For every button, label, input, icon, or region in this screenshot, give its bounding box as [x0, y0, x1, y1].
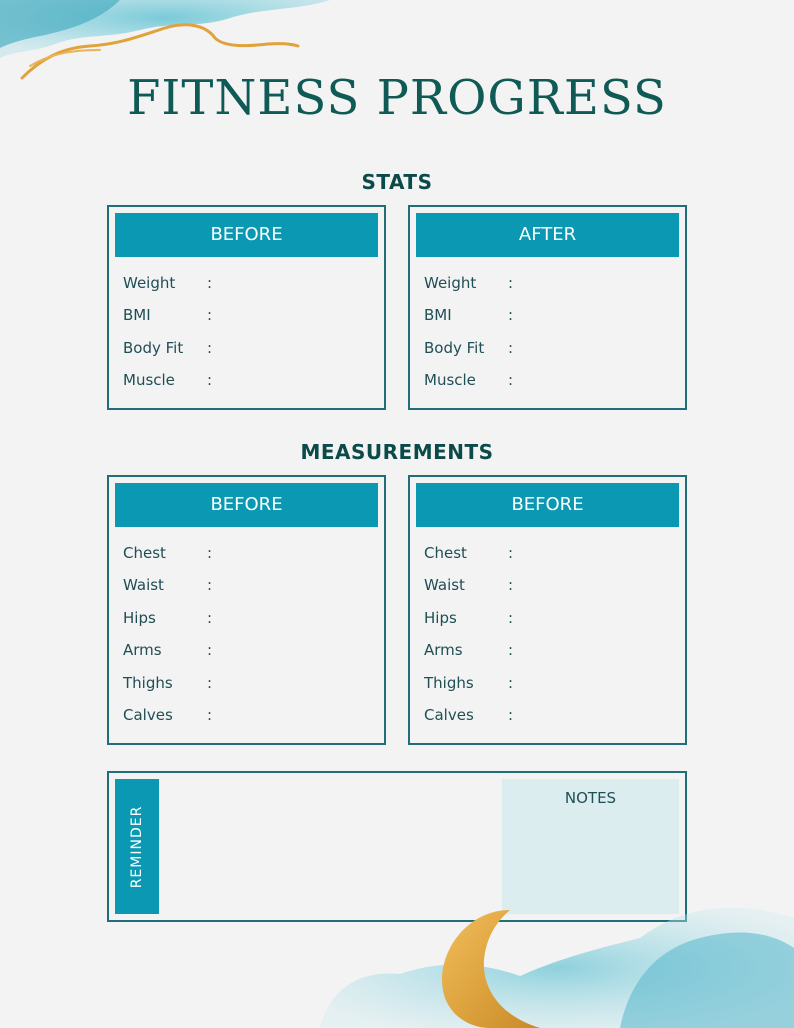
stat-row	[424, 267, 675, 299]
measurement-label: Thighs	[123, 673, 173, 692]
measurement-row	[123, 634, 374, 666]
reminder-box	[107, 771, 687, 922]
measurement-row	[123, 699, 374, 731]
separator: :	[508, 371, 514, 390]
separator: :	[508, 705, 514, 724]
stat-row	[123, 364, 374, 396]
separator: :	[207, 576, 213, 595]
page-title: FITNESS PROGRESS	[127, 70, 667, 126]
separator: :	[207, 338, 213, 357]
stats-before-box	[107, 205, 386, 410]
measurement-row	[123, 602, 374, 634]
measurement-label: Chest	[424, 544, 467, 562]
stat-row	[424, 299, 675, 331]
stat-label: Weight	[424, 274, 477, 292]
stats-after-box	[408, 205, 687, 410]
stat-label: Body Fit	[424, 338, 485, 357]
stat-label: Muscle	[123, 371, 175, 390]
separator: :	[508, 544, 514, 562]
stat-label: Body Fit	[123, 338, 184, 357]
separator: :	[207, 544, 213, 562]
stat-row	[123, 332, 374, 364]
stat-row	[123, 267, 374, 299]
measurement-label: Calves	[424, 705, 474, 724]
measurement-row	[424, 667, 675, 699]
stats-before-header: BEFORE	[115, 213, 378, 257]
stat-label: Muscle	[424, 371, 476, 390]
measurements-right-header: BEFORE	[416, 483, 679, 527]
separator: :	[508, 338, 514, 357]
measurement-label: Chest	[123, 544, 166, 562]
separator: :	[207, 371, 213, 390]
separator: :	[207, 641, 213, 660]
separator: :	[508, 274, 514, 292]
measurement-row	[424, 634, 675, 666]
notes-area[interactable]	[502, 779, 679, 914]
stat-row	[424, 332, 675, 364]
measurement-row	[123, 569, 374, 601]
separator: :	[207, 673, 213, 692]
measurement-label: Arms	[123, 641, 162, 660]
measurement-row	[123, 537, 374, 569]
separator: :	[508, 673, 514, 692]
measurements-heading: MEASUREMENTS	[300, 440, 494, 464]
measurement-row	[424, 569, 675, 601]
stat-label: BMI	[123, 306, 151, 325]
measurements-right-box	[408, 475, 687, 745]
measurement-label: Arms	[424, 641, 463, 660]
stats-after-header: AFTER	[416, 213, 679, 257]
separator: :	[508, 576, 514, 595]
measurement-label: Waist	[424, 576, 465, 595]
separator: :	[508, 608, 514, 627]
stat-label: Weight	[123, 274, 176, 292]
measurement-label: Thighs	[424, 673, 474, 692]
measurement-label: Hips	[123, 608, 156, 627]
measurements-left-header: BEFORE	[115, 483, 378, 527]
measurement-row	[424, 699, 675, 731]
stat-label: BMI	[424, 306, 452, 325]
notes-label: NOTES	[564, 789, 617, 807]
separator: :	[207, 306, 213, 325]
measurement-row	[424, 537, 675, 569]
stats-heading: STATS	[361, 170, 433, 194]
measurement-row	[424, 602, 675, 634]
separator: :	[508, 641, 514, 660]
separator: :	[207, 274, 213, 292]
separator: :	[207, 608, 213, 627]
moon-icon	[442, 910, 540, 1028]
measurement-label: Hips	[424, 608, 457, 627]
stat-row	[424, 364, 675, 396]
measurements-left-box	[107, 475, 386, 745]
separator: :	[207, 705, 213, 724]
measurement-row	[123, 667, 374, 699]
measurement-label: Waist	[123, 576, 164, 595]
separator: :	[508, 306, 514, 325]
reminder-label: REMINDER	[129, 805, 145, 888]
reminder-tab	[115, 779, 159, 914]
stat-row	[123, 299, 374, 331]
measurement-label: Calves	[123, 705, 173, 724]
